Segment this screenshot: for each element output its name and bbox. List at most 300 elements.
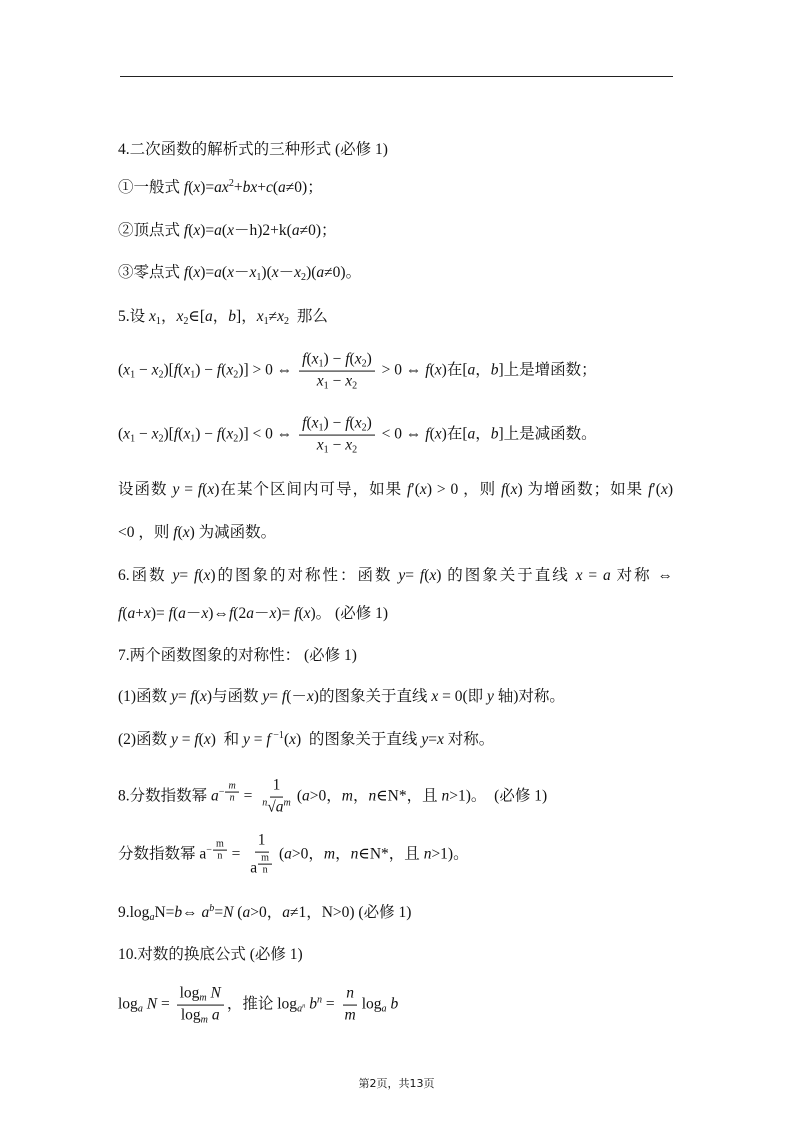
subscript bbox=[352, 445, 357, 456]
math-variable: x bbox=[277, 308, 285, 325]
math-variable: N bbox=[223, 904, 234, 921]
math-variable: f bbox=[168, 605, 173, 622]
text-segment: ( bbox=[172, 605, 179, 622]
math-variable: f bbox=[173, 425, 179, 443]
text-segment: )( bbox=[261, 264, 272, 281]
fraction-numerator bbox=[299, 350, 375, 372]
math-variable: N bbox=[146, 995, 158, 1013]
text-line bbox=[118, 263, 361, 283]
math-variable: n bbox=[262, 797, 268, 809]
math-variable: n bbox=[316, 994, 323, 1006]
math-variable: x bbox=[354, 414, 362, 432]
text-segment: ， bbox=[475, 425, 491, 443]
text-segment: 1 bbox=[256, 272, 262, 284]
math-variable: n bbox=[229, 792, 235, 804]
math-variable: a bbox=[214, 222, 222, 239]
text-line bbox=[118, 984, 398, 1027]
text-segment: ( bbox=[272, 179, 279, 196]
math-variable: m bbox=[341, 787, 353, 805]
text-segment: －h)2+k( bbox=[233, 222, 292, 239]
math-variable: x bbox=[289, 731, 297, 748]
math-variable: x bbox=[123, 361, 131, 379]
math-variable: b bbox=[390, 995, 399, 1013]
math-variable: a bbox=[211, 787, 219, 805]
math-variable: x bbox=[249, 264, 257, 281]
math-variable: x bbox=[660, 481, 668, 498]
math-variable: a bbox=[178, 605, 186, 622]
math-variable: c bbox=[265, 179, 273, 196]
math-variable: b bbox=[228, 308, 237, 325]
text-segment: > 0 ⇔ bbox=[377, 361, 426, 379]
text-segment: m bbox=[215, 838, 224, 850]
fraction bbox=[177, 984, 224, 1027]
math-variable: x bbox=[207, 481, 215, 498]
text-line bbox=[118, 776, 547, 819]
fraction-denominator bbox=[259, 798, 294, 819]
text-line bbox=[118, 480, 673, 500]
text-segment: 1 bbox=[130, 433, 136, 445]
math-variable: b bbox=[490, 425, 499, 443]
math-variable: a bbox=[297, 1003, 303, 1015]
text-line bbox=[118, 178, 323, 198]
math-variable: x bbox=[434, 425, 442, 443]
math-variable: f bbox=[183, 179, 189, 196]
fraction-denominator bbox=[227, 793, 238, 804]
text-segment: ( bbox=[279, 845, 285, 863]
math-variable: b bbox=[174, 904, 183, 921]
text-segment: < 0 ⇔ bbox=[377, 425, 426, 443]
text-segment: ≠0)； bbox=[285, 179, 323, 196]
text-segment: ) − bbox=[323, 350, 346, 368]
text-segment: = bbox=[177, 688, 191, 705]
text-line bbox=[118, 566, 673, 586]
text-segment: 1 bbox=[318, 358, 324, 370]
fraction bbox=[213, 839, 227, 862]
math-variable: x bbox=[182, 524, 190, 541]
text-segment: 那么 bbox=[289, 308, 328, 325]
text-line bbox=[118, 414, 597, 457]
text-segment: 7.两个函数图象的对称性： (必修 1) bbox=[118, 647, 357, 664]
text-segment: − bbox=[328, 372, 346, 390]
fraction-numerator bbox=[213, 839, 227, 851]
text-segment: 2 bbox=[352, 380, 358, 392]
math-variable: n bbox=[350, 845, 359, 863]
math-variable: a bbox=[127, 605, 136, 622]
text-segment: ( bbox=[221, 361, 227, 379]
text-segment: ( bbox=[202, 481, 208, 498]
text-segment: ≠1，N>0) (必修 1) bbox=[289, 904, 412, 921]
fraction bbox=[259, 776, 294, 819]
math-variable: x bbox=[226, 425, 234, 443]
fraction-numerator bbox=[255, 831, 269, 853]
text-segment: ，推论 log bbox=[226, 995, 298, 1013]
math-variable: x bbox=[316, 372, 324, 390]
fraction-numerator bbox=[270, 776, 284, 798]
math-variable: N bbox=[210, 984, 221, 1002]
math-variable: x bbox=[575, 567, 583, 584]
text-segment: ( bbox=[429, 361, 435, 379]
text-segment: ( bbox=[118, 425, 124, 443]
text-segment: )[ bbox=[163, 361, 174, 379]
text-segment: ①一般式 bbox=[118, 179, 184, 196]
text-segment: 2 bbox=[228, 177, 234, 189]
text-segment: = bbox=[179, 481, 198, 498]
math-variable: f bbox=[648, 481, 653, 498]
math-variable: x bbox=[183, 361, 191, 379]
math-variable: a bbox=[467, 361, 476, 379]
text-segment: ( bbox=[429, 425, 435, 443]
math-variable: x bbox=[226, 361, 234, 379]
text-segment: 2 bbox=[352, 444, 358, 456]
math-variable: f bbox=[302, 414, 307, 432]
math-variable: f bbox=[425, 425, 430, 443]
math-variable: x bbox=[149, 308, 156, 325]
text-segment: － bbox=[185, 605, 202, 622]
math-variable: m bbox=[199, 992, 207, 1004]
text-segment: ②顶点式 bbox=[118, 222, 184, 239]
fraction-denominator bbox=[214, 851, 225, 862]
math-variable: y bbox=[243, 731, 250, 748]
math-variable: a bbox=[381, 1003, 387, 1015]
text-segment: ( bbox=[424, 567, 430, 584]
page-footer: 第2页，共13页 bbox=[358, 1077, 435, 1090]
text-segment: N= bbox=[154, 904, 175, 921]
text-segment: 2 bbox=[233, 369, 239, 381]
math-variable: a bbox=[246, 605, 254, 622]
text-segment: 1 bbox=[155, 316, 161, 328]
text-segment: ③零点式 bbox=[118, 264, 184, 281]
text-segment: ∈[ bbox=[188, 308, 206, 325]
text-segment: ( bbox=[198, 731, 204, 748]
text-segment: ， bbox=[160, 308, 177, 325]
math-variable: x bbox=[203, 731, 211, 748]
math-variable: y bbox=[170, 731, 178, 748]
text-segment: ) 为减函数。 bbox=[189, 524, 277, 541]
math-variable: x bbox=[316, 436, 324, 454]
math-variable: f bbox=[501, 481, 506, 498]
text-segment: m bbox=[261, 852, 269, 864]
math-variable: n bbox=[441, 787, 450, 805]
text-segment: 1 bbox=[323, 380, 329, 392]
text-segment: = bbox=[322, 995, 339, 1013]
fraction bbox=[342, 984, 359, 1027]
math-variable: n bbox=[368, 787, 377, 805]
text-segment: >0， bbox=[291, 845, 324, 863]
fraction-denominator bbox=[314, 436, 360, 457]
text-segment: )] < 0 ⇔ bbox=[238, 425, 297, 443]
text-segment: 6.函数 bbox=[118, 567, 173, 584]
math-variable: y bbox=[172, 567, 180, 584]
text-line bbox=[118, 221, 336, 241]
math-variable: a bbox=[284, 845, 292, 863]
fraction bbox=[247, 831, 276, 880]
math-variable: f bbox=[294, 605, 299, 622]
text-segment: ) 的图象关于直线 bbox=[436, 567, 576, 584]
text-segment: ( bbox=[178, 361, 184, 379]
math-variable: a bbox=[316, 264, 325, 281]
text-segment: 1 bbox=[323, 444, 329, 456]
text-segment: 1 bbox=[263, 316, 269, 328]
text-segment: 对称 ⇔ bbox=[610, 567, 673, 584]
text-segment: ( bbox=[177, 524, 183, 541]
text-segment: － bbox=[233, 264, 250, 281]
math-variable: x bbox=[311, 414, 319, 432]
text-segment: ) 为增函数；如果 bbox=[517, 481, 649, 498]
text-segment: ( bbox=[194, 688, 200, 705]
text-segment: 1 bbox=[257, 831, 266, 849]
math-variable: x bbox=[303, 605, 311, 622]
math-variable: f bbox=[419, 567, 425, 584]
math-variable: x bbox=[227, 222, 234, 239]
text-segment: − bbox=[206, 844, 212, 856]
math-variable: x bbox=[311, 350, 319, 368]
fraction-numerator bbox=[177, 984, 224, 1006]
math-variable: a bbox=[282, 904, 290, 921]
fraction bbox=[258, 853, 272, 876]
math-variable: a bbox=[301, 787, 310, 805]
math-variable: x bbox=[419, 481, 427, 498]
text-segment: ( bbox=[306, 350, 312, 368]
text-segment: ∈N*，且 bbox=[358, 845, 424, 863]
math-variable: f bbox=[228, 605, 234, 622]
text-segment: log bbox=[179, 984, 200, 1002]
text-segment: − bbox=[218, 786, 225, 798]
text-segment: ( bbox=[178, 425, 184, 443]
superscript bbox=[284, 797, 291, 808]
math-variable: f bbox=[407, 481, 412, 498]
text-segment: ( bbox=[188, 179, 194, 196]
text-segment: 2 bbox=[158, 369, 164, 381]
math-variable: a bbox=[291, 222, 300, 239]
text-line bbox=[118, 831, 469, 880]
superscript bbox=[257, 852, 273, 876]
math-variable: y bbox=[170, 688, 178, 705]
text-segment: − bbox=[328, 436, 346, 454]
math-variable: n bbox=[423, 845, 432, 863]
fraction bbox=[225, 781, 238, 804]
math-variable: x bbox=[256, 308, 264, 325]
text-segment: ( bbox=[198, 567, 204, 584]
text-segment: log bbox=[361, 995, 382, 1013]
text-segment: = bbox=[239, 787, 257, 805]
text-segment: )。 (必修 1) bbox=[310, 605, 389, 622]
text-segment: = bbox=[405, 567, 420, 584]
text-segment: = bbox=[582, 567, 603, 584]
text-segment: )在某个区间内可导，如果 bbox=[214, 481, 408, 498]
text-segment: ]， bbox=[236, 308, 257, 325]
math-variable: a bbox=[278, 179, 286, 196]
text-segment: ≠ bbox=[268, 308, 278, 325]
math-variable: f bbox=[183, 222, 189, 239]
text-segment: ( bbox=[298, 605, 304, 622]
text-segment: 轴)对称。 bbox=[493, 688, 565, 705]
text-segment: ( bbox=[221, 264, 228, 281]
text-line bbox=[118, 523, 276, 543]
text-segment: 2 bbox=[284, 316, 290, 328]
fraction-numerator bbox=[299, 414, 375, 436]
math-variable: x bbox=[354, 350, 362, 368]
math-variable: f bbox=[281, 688, 287, 705]
math-variable: y bbox=[398, 567, 406, 584]
fraction-denominator bbox=[178, 1006, 223, 1027]
math-variable: f bbox=[183, 264, 189, 281]
superscript bbox=[271, 730, 284, 741]
text-segment: (2)函数 bbox=[118, 731, 171, 748]
text-segment: 设函数 bbox=[118, 481, 173, 498]
text-segment: )] > 0 ⇔ bbox=[238, 361, 297, 379]
text-segment: 2 bbox=[301, 272, 307, 284]
math-variable: f bbox=[266, 731, 271, 748]
text-segment: 2 bbox=[233, 433, 239, 445]
math-variable: x bbox=[143, 605, 151, 622]
text-segment: 9.log bbox=[118, 904, 150, 921]
text-line bbox=[118, 730, 494, 750]
math-variable: f bbox=[345, 414, 350, 432]
text-line bbox=[118, 687, 565, 707]
fraction-denominator bbox=[260, 865, 271, 876]
text-segment: )= bbox=[150, 605, 169, 622]
text-segment: ∈N*，且 bbox=[376, 787, 442, 805]
text-segment: )= bbox=[200, 264, 215, 281]
math-variable: x bbox=[183, 425, 191, 443]
subscript bbox=[199, 993, 206, 1004]
superscript bbox=[206, 838, 228, 862]
math-variable: x bbox=[151, 425, 159, 443]
text-segment: ( bbox=[118, 361, 124, 379]
text-segment: ) − bbox=[195, 361, 217, 379]
math-variable: m bbox=[228, 780, 236, 792]
math-variable: ax bbox=[214, 179, 229, 196]
math-variable: a bbox=[603, 567, 611, 584]
text-segment: >1)。 bbox=[431, 845, 469, 863]
text-segment: ⇔ bbox=[182, 904, 202, 921]
text-line bbox=[118, 903, 411, 923]
math-variable: f bbox=[425, 361, 430, 379]
math-variable: m bbox=[323, 845, 336, 863]
math-variable: a bbox=[201, 904, 210, 921]
text-segment: ， bbox=[335, 845, 351, 863]
math-variable: x bbox=[203, 567, 211, 584]
fraction bbox=[299, 414, 375, 457]
text-segment: − bbox=[135, 425, 152, 443]
text-segment: )在[ bbox=[441, 361, 468, 379]
text-segment: 2 bbox=[183, 316, 189, 328]
text-segment: 8.分数指数幂 bbox=[118, 787, 212, 805]
text-segment: n bbox=[217, 850, 223, 862]
text-line bbox=[118, 140, 388, 160]
superscript bbox=[218, 780, 240, 804]
text-segment: ) bbox=[366, 350, 372, 368]
text-segment: = bbox=[249, 731, 267, 748]
math-variable: n bbox=[302, 1002, 306, 1010]
text-segment: 2 bbox=[361, 422, 367, 434]
math-variable: y bbox=[262, 688, 270, 705]
fraction-denominator bbox=[342, 1006, 359, 1027]
math-variable: bx bbox=[242, 179, 258, 196]
math-variable: x bbox=[269, 605, 277, 622]
text-segment: ) − bbox=[323, 414, 346, 432]
math-variable: x bbox=[294, 264, 302, 281]
math-variable: y bbox=[487, 688, 494, 705]
math-variable: x bbox=[510, 481, 518, 498]
text-segment: + bbox=[233, 179, 243, 196]
text-segment: )的图象关于直线 bbox=[313, 688, 432, 705]
math-variable: x bbox=[431, 688, 439, 705]
text-segment: = bbox=[177, 731, 195, 748]
text-segment: log bbox=[180, 1006, 201, 1024]
text-segment: = bbox=[214, 904, 224, 921]
math-variable: x bbox=[201, 605, 209, 622]
fraction-denominator bbox=[247, 853, 276, 880]
text-segment: ) 和 bbox=[210, 731, 244, 748]
fraction bbox=[299, 350, 375, 393]
text-segment: log bbox=[118, 995, 138, 1013]
text-segment: ′( bbox=[652, 481, 661, 498]
text-segment: ]上是增函数； bbox=[498, 361, 597, 379]
fraction-denominator bbox=[314, 372, 360, 393]
text-segment: 4.二次函数的解析式的三种形式 (必修 1) bbox=[118, 141, 388, 158]
text-segment: ≠0)； bbox=[299, 222, 337, 239]
text-segment: = bbox=[179, 567, 194, 584]
math-variable: x bbox=[271, 264, 279, 281]
text-segment: <0 ，则 bbox=[118, 524, 174, 541]
math-variable: b bbox=[209, 902, 215, 914]
math-variable: x bbox=[434, 361, 442, 379]
text-segment: = bbox=[428, 731, 437, 748]
math-variable: x bbox=[193, 264, 201, 281]
math-variable: x bbox=[345, 372, 353, 390]
text-segment: >1)。 (必修 1) bbox=[449, 787, 548, 805]
text-segment: ( bbox=[306, 414, 312, 432]
text-segment: ( bbox=[505, 481, 511, 498]
text-segment: ≠0)。 bbox=[324, 264, 362, 281]
math-variable: f bbox=[216, 425, 222, 443]
text-segment: a bbox=[250, 859, 258, 877]
text-segment: )= bbox=[200, 222, 215, 239]
math-variable: f bbox=[197, 481, 203, 498]
text-segment: 分数指数幂 a bbox=[118, 845, 207, 863]
fraction-numerator bbox=[258, 853, 272, 865]
text-segment: ( bbox=[188, 222, 194, 239]
text-segment: ( bbox=[349, 414, 355, 432]
text-segment: ( bbox=[233, 904, 243, 921]
text-segment: ( bbox=[188, 264, 194, 281]
text-segment: － bbox=[253, 605, 270, 622]
text-segment: ， bbox=[212, 308, 229, 325]
math-variable: x bbox=[227, 264, 234, 281]
text-segment: )与函数 bbox=[206, 688, 263, 705]
text-segment: (1)函数 bbox=[118, 688, 171, 705]
text-segment: 5.设 bbox=[118, 308, 150, 325]
fraction-numerator bbox=[343, 984, 357, 1006]
text-segment: ( bbox=[283, 731, 290, 748]
math-variable: b bbox=[309, 995, 317, 1013]
text-segment: ) bbox=[366, 414, 372, 432]
math-variable: x bbox=[429, 567, 437, 584]
math-variable: f bbox=[216, 361, 222, 379]
math-variable: x bbox=[193, 222, 201, 239]
text-segment: 10.对数的换底公式 (必修 1) bbox=[118, 946, 303, 963]
text-segment: )[ bbox=[163, 425, 174, 443]
text-segment: ( bbox=[221, 222, 228, 239]
math-variable: m bbox=[200, 1014, 208, 1026]
text-segment: = 0(即 bbox=[438, 688, 487, 705]
text-segment: )( bbox=[306, 264, 317, 281]
text-line bbox=[118, 350, 597, 393]
text-segment: 对称。 bbox=[443, 731, 495, 748]
math-variable: x bbox=[193, 179, 201, 196]
text-segment: −1 bbox=[270, 729, 284, 741]
